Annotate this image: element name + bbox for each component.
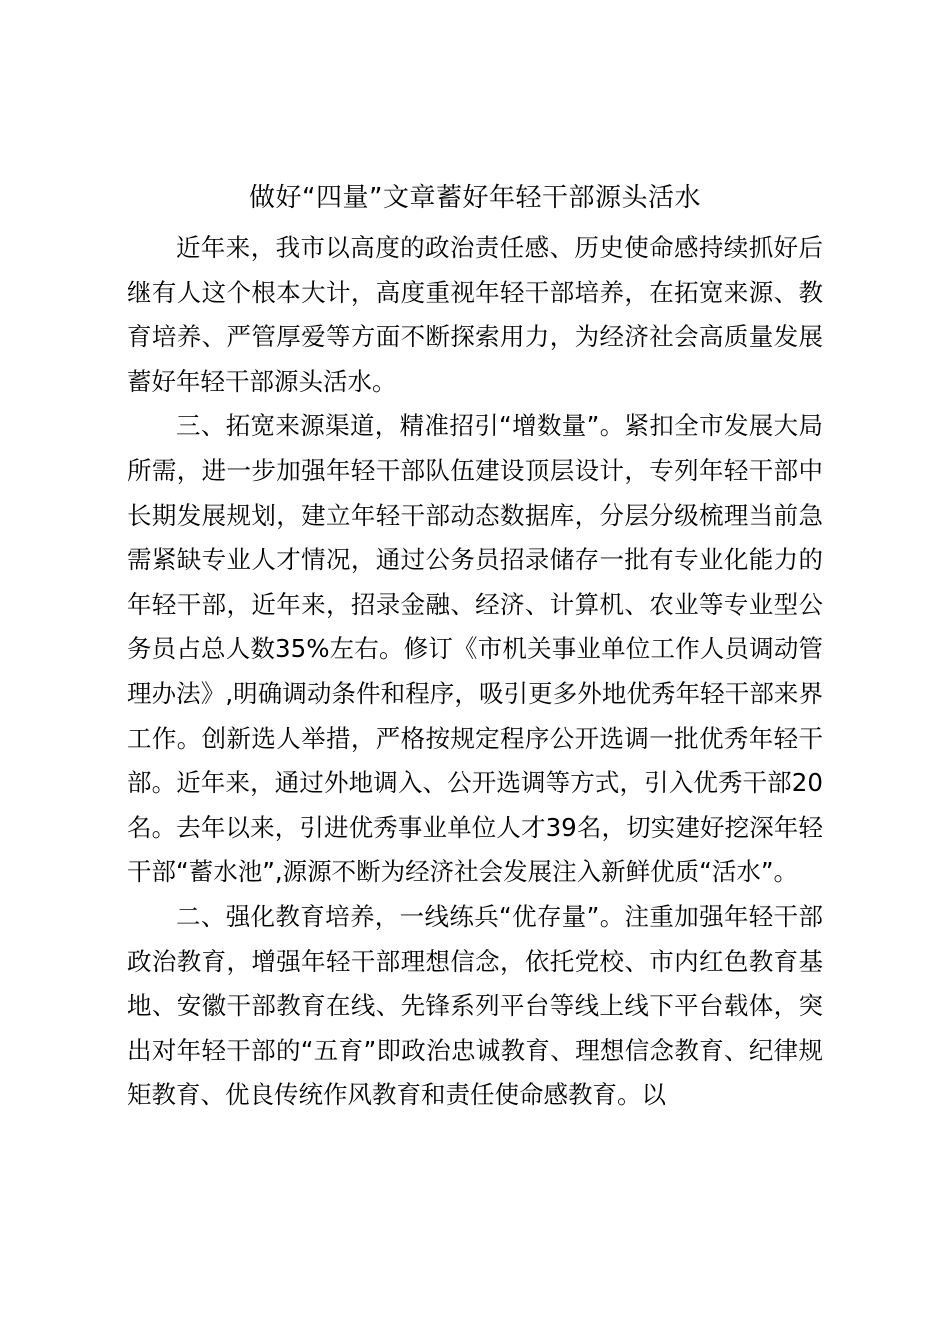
paragraph-intro: 近年来，我市以高度的政治责任感、历史使命感持续抓好后继有人这个根本大计，高度重视年轻干部培养，在拓宽来源、教育培养、严管厚爱等方面不断探索用力，为经济社会高质量发展蓄好年轻干部源头活水。 [127,233,823,396]
paragraph-section-3: 三、拓宽来源渠道，精准招引“增数量”。紧扣全市发展大局所需，进一步加强年轻干部队伍建设顶层设计，专列年轻干部中长期发展规划，建立年轻干部动态数据库，分层分级梳理当前急需紧缺专业人才情况，通过公务员招录储存一批有专业化能力的年轻干部，近年来，招录金融、经济、计算机、农业等专业型公务员占总人数35%左右。修订《市机关事业单位工作人员调动管理办法》,明确调动条件和程序，吸引更多外地优秀年轻干部来界工作。创新选人举措，严格按规定程序公开选调一批优秀年轻干部。近年来，通过外地调入、公开选调等方式，引入优秀干部20名。去年以来，引进优秀事业单位人才39名，切实建好挖深年轻干部“蓄水池”,源源不断为经济社会发展注入新鲜优质“活水”。 [127,411,823,887]
paragraph-section-2: 二、强化教育培养，一线练兵“优存量”。注重加强年轻干部政治教育，增强年轻干部理想信念，依托党校、市内红色教育基地、安徽干部教育在线、先锋系列平台等线上线下平台载体，突出对年轻干部的“五育”即政治忠诚教育、理想信念教育、纪律规矩教育、优良传统作风教育和责任使命感教育。以 [127,901,823,1110]
document-title: 做好“四量”文章蓄好年轻干部源头活水 [249,183,701,213]
document-body [127,226,823,1118]
